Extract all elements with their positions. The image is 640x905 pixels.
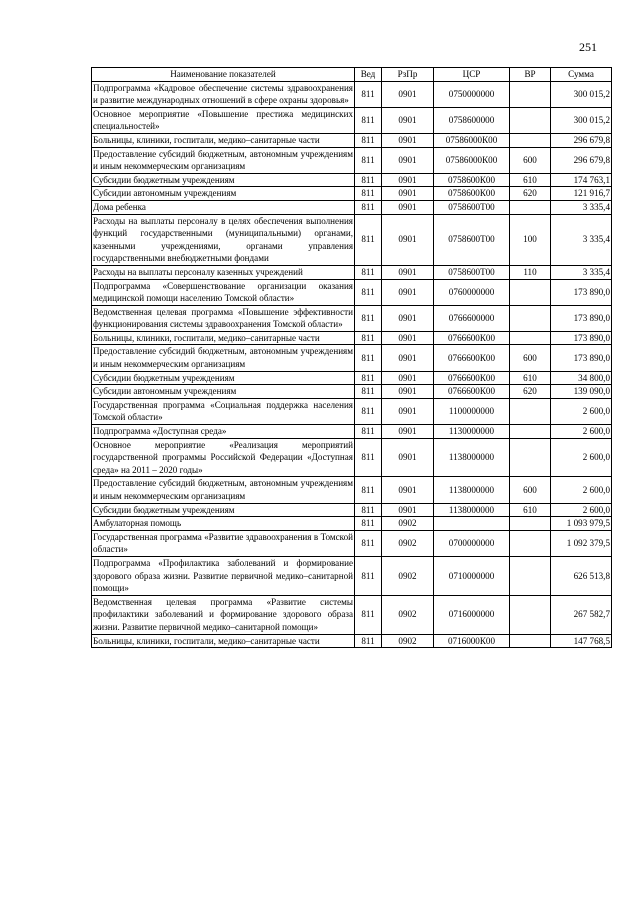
row-vr-cell: 600 [510, 477, 551, 503]
row-csr-cell: 0758600000 [434, 107, 510, 133]
row-ved-cell: 811 [355, 371, 382, 385]
row-sum-cell: 626 513,8 [551, 556, 612, 595]
row-ved-cell: 811 [355, 517, 382, 531]
table-header-row [92, 68, 612, 82]
table-row [92, 279, 612, 305]
row-sum-cell: 267 582,7 [551, 595, 612, 634]
header-sum: Сумма [551, 68, 612, 82]
row-name-cell: Государственная программа «Социальная поддержка населения Томской области» [92, 398, 355, 424]
row-vr-cell [510, 331, 551, 345]
row-sum-cell: 1 092 379,5 [551, 530, 612, 556]
header-name: Наименование показателей [92, 68, 355, 82]
row-rzpr-cell: 0901 [382, 503, 434, 517]
row-csr-cell: 0716000К00 [434, 634, 510, 648]
row-vr-cell [510, 438, 551, 477]
row-csr-cell: 1138000000 [434, 477, 510, 503]
row-vr-cell: 610 [510, 173, 551, 187]
row-rzpr-cell: 0901 [382, 331, 434, 345]
table-row [92, 438, 612, 477]
row-rzpr-cell: 0901 [382, 81, 434, 107]
row-sum-cell: 2 600,0 [551, 477, 612, 503]
row-ved-cell: 811 [355, 187, 382, 201]
row-rzpr-cell: 0901 [382, 187, 434, 201]
row-ved-cell: 811 [355, 530, 382, 556]
row-csr-cell: 07586000К00 [434, 133, 510, 147]
table-row [92, 107, 612, 133]
row-rzpr-cell: 0901 [382, 133, 434, 147]
row-vr-cell [510, 634, 551, 648]
row-vr-cell: 600 [510, 345, 551, 371]
row-csr-cell: 07586000К00 [434, 147, 510, 173]
table-row [92, 503, 612, 517]
row-csr-cell: 0758600Т00 [434, 200, 510, 214]
row-vr-cell [510, 305, 551, 331]
row-name-cell: Дома ребенка [92, 200, 355, 214]
row-ved-cell: 811 [355, 398, 382, 424]
row-vr-cell: 620 [510, 187, 551, 201]
row-name-cell: Расходы на выплаты персоналу в целях обеспечения выполнения функций государственными (муниципальными) органами, казенными учреждениями, органами управления государственными внебюджетными фондами [92, 214, 355, 265]
row-ved-cell: 811 [355, 634, 382, 648]
row-rzpr-cell: 0901 [382, 173, 434, 187]
row-csr-cell: 0766600К00 [434, 385, 510, 399]
row-sum-cell: 296 679,8 [551, 147, 612, 173]
row-ved-cell: 811 [355, 595, 382, 634]
row-vr-cell: 600 [510, 147, 551, 173]
row-sum-cell: 173 890,0 [551, 305, 612, 331]
row-name-cell: Ведомственная целевая программа «Повышение эффективности функционирования системы здравоохранения Томской области» [92, 305, 355, 331]
table-row [92, 595, 612, 634]
row-sum-cell: 34 800,0 [551, 371, 612, 385]
table-row [92, 133, 612, 147]
row-csr-cell: 0758600К00 [434, 187, 510, 201]
row-rzpr-cell: 0901 [382, 398, 434, 424]
row-name-cell: Предоставление субсидий бюджетным, автономным учреждениям и иным некоммерческим организациям [92, 345, 355, 371]
row-ved-cell: 811 [355, 279, 382, 305]
row-vr-cell [510, 200, 551, 214]
row-name-cell: Амбулаторная помощь [92, 517, 355, 531]
row-sum-cell: 173 890,0 [551, 345, 612, 371]
row-name-cell: Подпрограмма «Профилактика заболеваний и формирование здорового образа жизни. Развитие первичной медико–санитарной помощи» [92, 556, 355, 595]
row-rzpr-cell: 0902 [382, 530, 434, 556]
row-rzpr-cell: 0902 [382, 634, 434, 648]
row-csr-cell: 0716000000 [434, 595, 510, 634]
row-sum-cell: 121 916,7 [551, 187, 612, 201]
row-name-cell: Предоставление субсидий бюджетным, автономным учреждениям и иным некоммерческим организациям [92, 147, 355, 173]
row-name-cell: Основное мероприятие «Реализация мероприятий государственной программы Российской Федерации «Доступная среда» на 2011 – 2020 годы» [92, 438, 355, 477]
row-name-cell: Государственная программа «Развитие здравоохранения в Томской области» [92, 530, 355, 556]
row-vr-cell [510, 133, 551, 147]
row-vr-cell: 610 [510, 371, 551, 385]
row-sum-cell: 1 093 979,5 [551, 517, 612, 531]
row-rzpr-cell: 0901 [382, 438, 434, 477]
row-name-cell: Расходы на выплаты персоналу казенных учреждений [92, 265, 355, 279]
header-csr: ЦСР [434, 68, 510, 82]
row-ved-cell: 811 [355, 503, 382, 517]
table-row [92, 173, 612, 187]
row-ved-cell: 811 [355, 305, 382, 331]
header-ved: Вед [355, 68, 382, 82]
row-vr-cell: 620 [510, 385, 551, 399]
row-csr-cell: 0710000000 [434, 556, 510, 595]
table-row [92, 634, 612, 648]
table-row [92, 530, 612, 556]
row-ved-cell: 811 [355, 81, 382, 107]
table-row [92, 200, 612, 214]
row-csr-cell: 0750000000 [434, 81, 510, 107]
row-rzpr-cell: 0901 [382, 477, 434, 503]
row-ved-cell: 811 [355, 331, 382, 345]
table-row [92, 265, 612, 279]
row-vr-cell [510, 81, 551, 107]
table-row [92, 214, 612, 265]
row-vr-cell: 100 [510, 214, 551, 265]
row-name-cell: Субсидии бюджетным учреждениям [92, 371, 355, 385]
row-ved-cell: 811 [355, 385, 382, 399]
row-sum-cell: 2 600,0 [551, 425, 612, 439]
table-row [92, 147, 612, 173]
row-rzpr-cell: 0901 [382, 345, 434, 371]
table-row [92, 385, 612, 399]
row-ved-cell: 811 [355, 133, 382, 147]
row-sum-cell: 3 335,4 [551, 214, 612, 265]
row-csr-cell: 1138000000 [434, 503, 510, 517]
row-ved-cell: 811 [355, 214, 382, 265]
row-ved-cell: 811 [355, 556, 382, 595]
row-sum-cell: 3 335,4 [551, 200, 612, 214]
row-csr-cell: 1130000000 [434, 425, 510, 439]
table-row [92, 187, 612, 201]
row-sum-cell: 300 015,2 [551, 81, 612, 107]
row-ved-cell: 811 [355, 200, 382, 214]
row-csr-cell: 0760000000 [434, 279, 510, 305]
row-ved-cell: 811 [355, 345, 382, 371]
row-vr-cell: 110 [510, 265, 551, 279]
row-sum-cell: 300 015,2 [551, 107, 612, 133]
row-name-cell: Ведомственная целевая программа «Развитие системы профилактики заболеваний и формирование здорового образа жизни. Развитие первичной медико–санитарной помощи» [92, 595, 355, 634]
row-csr-cell: 0766600К00 [434, 345, 510, 371]
row-sum-cell: 173 890,0 [551, 279, 612, 305]
row-rzpr-cell: 0902 [382, 517, 434, 531]
table-row [92, 331, 612, 345]
row-rzpr-cell: 0901 [382, 107, 434, 133]
row-ved-cell: 811 [355, 107, 382, 133]
row-name-cell: Предоставление субсидий бюджетным, автономным учреждениям и иным некоммерческим организациям [92, 477, 355, 503]
row-rzpr-cell: 0901 [382, 425, 434, 439]
row-rzpr-cell: 0901 [382, 385, 434, 399]
row-rzpr-cell: 0901 [382, 371, 434, 385]
row-sum-cell: 173 890,0 [551, 331, 612, 345]
row-sum-cell: 2 600,0 [551, 438, 612, 477]
header-rzpr: РзПр [382, 68, 434, 82]
table-row [92, 517, 612, 531]
header-vr: ВР [510, 68, 551, 82]
table-row [92, 345, 612, 371]
row-ved-cell: 811 [355, 477, 382, 503]
row-name-cell: Больницы, клиники, госпитали, медико–санитарные части [92, 634, 355, 648]
row-csr-cell: 0758600Т00 [434, 265, 510, 279]
row-name-cell: Подпрограмма «Доступная среда» [92, 425, 355, 439]
table-row [92, 398, 612, 424]
row-name-cell: Подпрограмма «Кадровое обеспечение системы здравоохранения и развитие международных отношений в сфере охраны здоровья» [92, 81, 355, 107]
row-csr-cell: 0700000000 [434, 530, 510, 556]
row-csr-cell [434, 517, 510, 531]
table-row [92, 371, 612, 385]
row-csr-cell: 1100000000 [434, 398, 510, 424]
row-name-cell: Субсидии автономным учреждениям [92, 187, 355, 201]
budget-table [91, 67, 612, 648]
row-rzpr-cell: 0901 [382, 200, 434, 214]
row-vr-cell [510, 556, 551, 595]
page-number: 251 [579, 40, 597, 54]
row-csr-cell: 0758600Т00 [434, 214, 510, 265]
row-rzpr-cell: 0901 [382, 265, 434, 279]
row-rzpr-cell: 0902 [382, 556, 434, 595]
row-name-cell: Субсидии автономным учреждениям [92, 385, 355, 399]
table-body [92, 81, 612, 648]
row-name-cell: Субсидии бюджетным учреждениям [92, 503, 355, 517]
row-ved-cell: 811 [355, 265, 382, 279]
row-ved-cell: 811 [355, 173, 382, 187]
row-sum-cell: 296 679,8 [551, 133, 612, 147]
row-sum-cell: 2 600,0 [551, 398, 612, 424]
row-ved-cell: 811 [355, 438, 382, 477]
table-row [92, 425, 612, 439]
row-vr-cell [510, 107, 551, 133]
row-vr-cell [510, 279, 551, 305]
row-sum-cell: 147 768,5 [551, 634, 612, 648]
table-row [92, 81, 612, 107]
row-rzpr-cell: 0901 [382, 214, 434, 265]
row-csr-cell: 1138000000 [434, 438, 510, 477]
row-rzpr-cell: 0901 [382, 147, 434, 173]
row-sum-cell: 3 335,4 [551, 265, 612, 279]
table-row [92, 556, 612, 595]
row-vr-cell [510, 425, 551, 439]
row-vr-cell [510, 530, 551, 556]
row-vr-cell [510, 517, 551, 531]
row-name-cell: Больницы, клиники, госпитали, медико–санитарные части [92, 133, 355, 147]
row-sum-cell: 174 763,1 [551, 173, 612, 187]
table-row [92, 305, 612, 331]
row-sum-cell: 2 600,0 [551, 503, 612, 517]
row-csr-cell: 0758600К00 [434, 173, 510, 187]
row-ved-cell: 811 [355, 147, 382, 173]
row-vr-cell [510, 595, 551, 634]
row-rzpr-cell: 0902 [382, 595, 434, 634]
row-name-cell: Основное мероприятие «Повышение престижа медицинских специальностей» [92, 107, 355, 133]
row-name-cell: Подпрограмма «Совершенствование организации оказания медицинской помощи населению Томской области» [92, 279, 355, 305]
row-rzpr-cell: 0901 [382, 279, 434, 305]
row-name-cell: Субсидии бюджетным учреждениям [92, 173, 355, 187]
row-ved-cell: 811 [355, 425, 382, 439]
row-vr-cell: 610 [510, 503, 551, 517]
row-csr-cell: 0766600000 [434, 305, 510, 331]
row-csr-cell: 0766600К00 [434, 371, 510, 385]
row-name-cell: Больницы, клиники, госпитали, медико–санитарные части [92, 331, 355, 345]
row-sum-cell: 139 090,0 [551, 385, 612, 399]
row-rzpr-cell: 0901 [382, 305, 434, 331]
row-vr-cell [510, 398, 551, 424]
table-row [92, 477, 612, 503]
row-csr-cell: 0766600К00 [434, 331, 510, 345]
